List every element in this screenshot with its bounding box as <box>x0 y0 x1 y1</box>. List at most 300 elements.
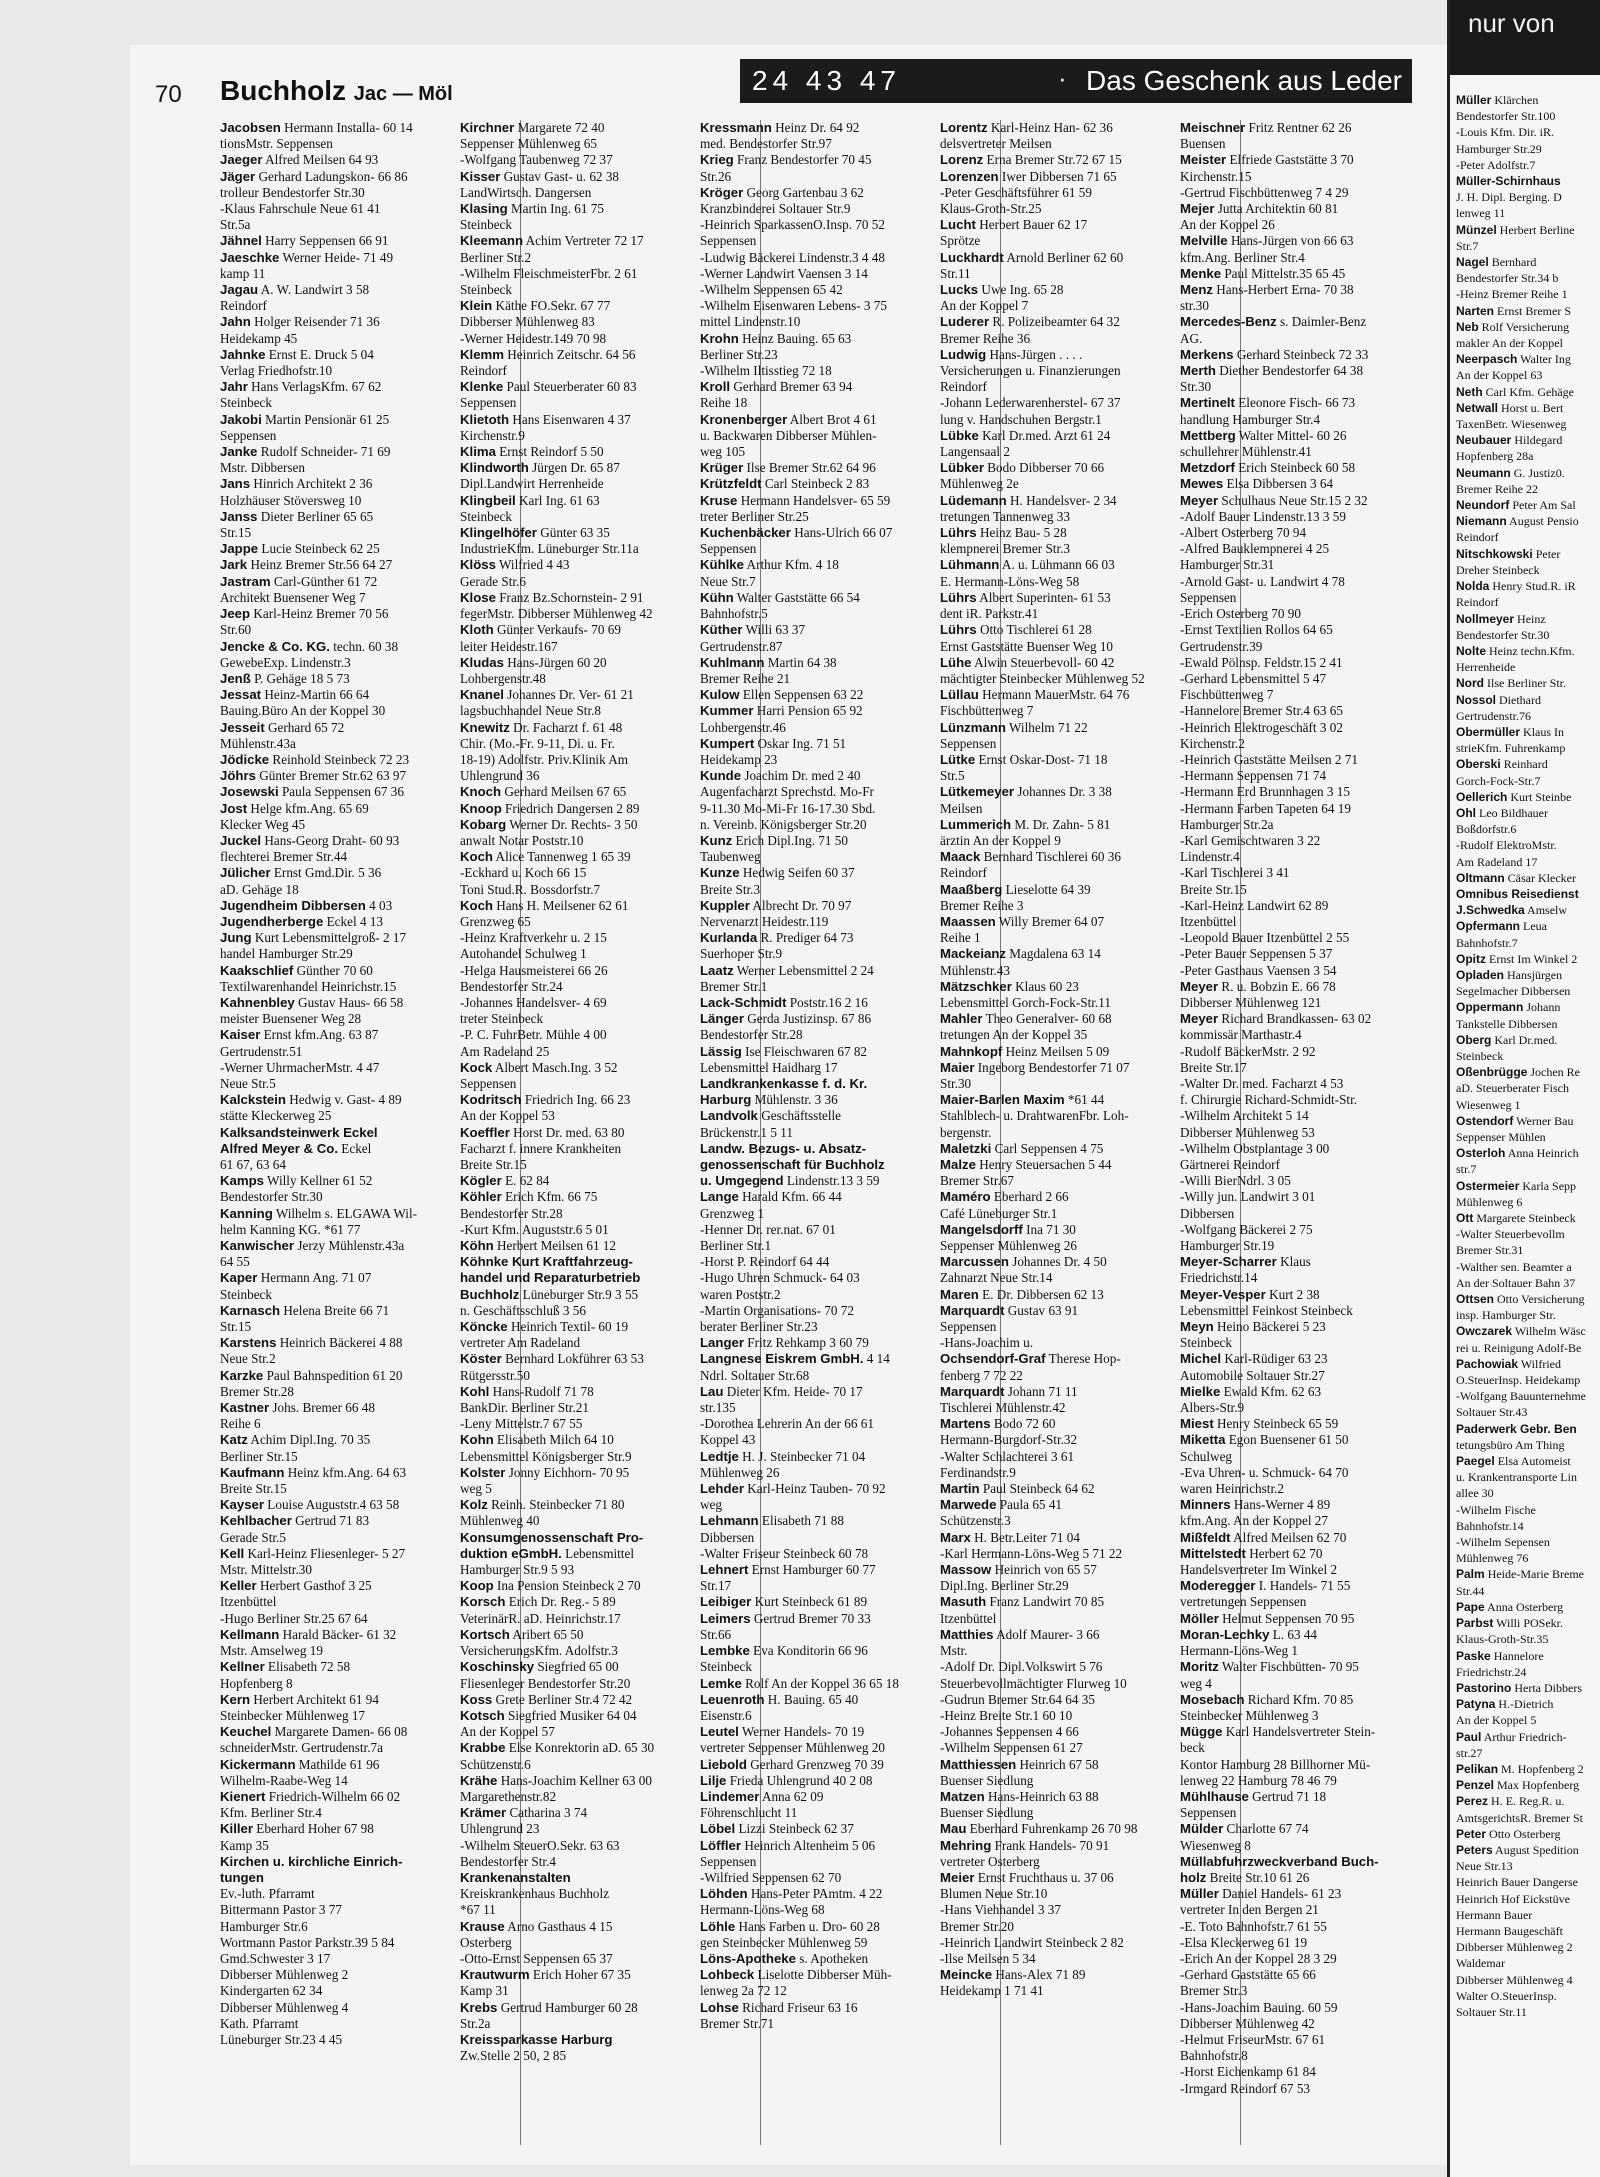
entry-details: Neue Str.7 <box>700 573 756 589</box>
entry-name: Lau <box>700 1383 724 1399</box>
entry-name: Paegel <box>1456 1454 1495 1469</box>
entry-details: lenweg 11 <box>1456 206 1506 221</box>
directory-entry <box>1456 108 1600 124</box>
directory-entry <box>1456 1485 1600 1501</box>
directory-entry <box>1180 233 1480 249</box>
entry-details: Erich Steinbeck 60 58 <box>1238 460 1356 476</box>
directory-entry <box>1456 1210 1600 1226</box>
entry-name: Lorenz <box>940 152 984 168</box>
entry-details: Karl-Heinz Fliesenleger- 5 27 <box>247 1545 406 1561</box>
entry-details: Steinbeck <box>1180 1335 1233 1351</box>
entry-details: Reindorf <box>940 865 987 881</box>
entry-details: Jürgen Dr. 65 87 <box>532 460 620 476</box>
directory-entry <box>1180 525 1480 541</box>
entry-name: Kühn <box>700 589 734 605</box>
entry-details: Else Konrektorin aD. 65 30 <box>508 1740 655 1756</box>
entry-details: -Rudolf ElektroMstr. <box>1456 838 1557 853</box>
entry-details: Lebensmittel Feinkost Steinbeck <box>1180 1302 1353 1318</box>
entry-name: Mätzschker <box>940 978 1012 994</box>
entry-details: Bremer Str.71 <box>700 2015 774 2031</box>
ad-separator: · <box>1058 63 1067 93</box>
entry-name: Mercedes-Benz <box>1180 314 1277 330</box>
entry-details: Karl Ing. 61 63 <box>518 492 600 508</box>
entry-details: techn. 60 38 <box>333 638 399 654</box>
entry-name: Kock <box>460 1059 493 1075</box>
directory-entry <box>1456 1145 1600 1161</box>
entry-name: Jöhrs <box>220 768 256 784</box>
entry-name: Maméro <box>940 1189 991 1205</box>
directory-entry <box>1456 1388 1600 1404</box>
entry-name: Miketta <box>1180 1432 1226 1448</box>
entry-details: Mühlenweg 40 <box>460 1513 540 1529</box>
entry-name: Lilje <box>700 1772 727 1788</box>
entry-details: n. Vereinb. Königsberger Str.20 <box>700 816 867 832</box>
entry-details: Gertrud Bremer 70 33 <box>753 1610 871 1626</box>
entry-details: Eisenstr.6 <box>700 1707 752 1723</box>
entry-details: n. Geschäftsschluß 3 56 <box>460 1302 586 1318</box>
directory-entry <box>1180 1303 1480 1319</box>
entry-details: Str.11 <box>940 265 971 281</box>
entry-name: Peters <box>1456 1842 1493 1857</box>
entry-details: Franz Bz.Schornstein- 2 91 <box>499 589 644 605</box>
entry-name: Löhden <box>700 1886 748 1902</box>
entry-details: Hermann Ang. 71 07 <box>260 1270 372 1286</box>
directory-entry <box>1456 351 1600 367</box>
directory-entry <box>1180 865 1480 881</box>
entry-details: Bendestorfer Str.100 <box>1456 109 1556 124</box>
entry-details: An der Koppel 5 <box>1456 1713 1537 1728</box>
entry-details: Werner Dr. Rechts- 3 50 <box>509 816 638 832</box>
entry-name: Landvolk <box>700 1108 758 1124</box>
entry-details: -Heinz Bremer Reihe 1 <box>1456 287 1568 302</box>
entry-details: Hans-Herbert Erna- 70 38 <box>1216 282 1354 298</box>
entry-name: Kögler <box>460 1173 502 1189</box>
entry-details: Frieda Uhlengrund 40 2 08 <box>729 1772 873 1788</box>
entry-details: Grete Berliner Str.4 72 42 <box>495 1691 633 1707</box>
directory-entry <box>1456 708 1600 724</box>
entry-details: flechterei Bremer Str.44 <box>220 849 348 865</box>
entry-details: Werner Handels- 70 19 <box>741 1724 865 1740</box>
directory-entry <box>1456 481 1600 497</box>
entry-name: Liebold <box>700 1756 747 1772</box>
entry-details: Str.7 <box>1456 238 1479 253</box>
entry-details: Gerda Justizinsp. 67 86 <box>747 1011 872 1027</box>
entry-details: vertreter In den Bergen 21 <box>1180 1902 1319 1918</box>
entry-name: Maletzki <box>940 1140 992 1156</box>
entry-name: Klindworth <box>460 460 529 476</box>
entry-details: -Heinrich Landwirt Steinbeck 2 82 <box>940 1934 1124 1950</box>
entry-name: Kaakschlief <box>220 962 294 978</box>
entry-name: Lehnert <box>700 1562 749 1578</box>
entry-details: -Alfred Bauklempnerei 4 25 <box>1180 541 1330 557</box>
entry-name: Karstens <box>220 1335 277 1351</box>
entry-details: Johs. Bremer 66 48 <box>272 1400 375 1416</box>
entry-name: Lehder <box>700 1481 744 1497</box>
directory-entry <box>1180 2081 1480 2097</box>
directory-entry <box>1180 1578 1480 1594</box>
entry-details: Leua <box>1523 919 1547 934</box>
entry-details: -Heinrich Elektrogeschäft 3 02 <box>1180 719 1343 735</box>
entry-details: Peter Am Sal <box>1512 498 1576 513</box>
entry-details: Str.66 <box>700 1626 732 1642</box>
entry-details: Dibberser Mühlenweg 83 <box>460 314 595 330</box>
entry-details: Ewald Kfm. 62 63 <box>1223 1383 1322 1399</box>
entry-name: Köhnke Kurt Kraftfahrzeug- <box>460 1254 633 1270</box>
entry-name: Leimers <box>700 1610 751 1626</box>
entry-details: Adolf Maurer- 3 66 <box>996 1626 1100 1642</box>
entry-details: Harald Bäcker- 61 32 <box>282 1626 397 1642</box>
entry-details: Lebensmittel Königsberger Str.9 <box>460 1448 632 1464</box>
entry-details: Café Lüneburger Str.1 <box>940 1205 1058 1221</box>
entry-details: Gerhard Grenzweg 70 39 <box>750 1756 884 1772</box>
entry-details: Hamburger Str.2a <box>1180 816 1274 832</box>
entry-name: Köhn <box>460 1238 494 1254</box>
entry-details: Jochen Re <box>1530 1065 1580 1080</box>
entry-details: Dreher Steinbeck <box>1456 562 1540 577</box>
entry-details: Heinz <box>1517 611 1546 626</box>
entry-name: Owczarek <box>1456 1324 1513 1339</box>
entry-details: waren Poststr.2 <box>700 1286 781 1302</box>
directory-entry <box>1180 655 1480 671</box>
entry-details: Johann 71 11 <box>1007 1383 1078 1399</box>
entry-details: Seppenser Mühlenweg 65 <box>460 136 597 152</box>
entry-name: Kamps <box>220 1173 264 1189</box>
entry-name: Jagau <box>220 282 259 298</box>
entry-name: Ludwig <box>940 346 987 362</box>
entry-name: Kellner <box>220 1659 265 1675</box>
entry-name: Patyna <box>1456 1697 1496 1712</box>
entry-details: Werner Lebensmittel 2 24 <box>736 962 874 978</box>
directory-entry <box>1180 1384 1480 1400</box>
entry-details: Martin Pensionär 61 25 <box>265 411 390 427</box>
directory-entry <box>1456 1583 1600 1599</box>
entry-details: strieKfm. Fuhrenkamp <box>1456 741 1566 756</box>
entry-details: Elisabeth Milch 64 10 <box>497 1432 614 1448</box>
entry-details: -Werner Heidestr.149 70 98 <box>460 330 607 346</box>
entry-name: Lüdemann <box>940 492 1007 508</box>
entry-name: Jencke & Co. KG. <box>220 638 330 654</box>
entry-details: Berliner Str.15 <box>220 1448 298 1464</box>
entry-name: Klingbeil <box>460 492 516 508</box>
entry-details: Albers-Str.9 <box>1180 1400 1245 1416</box>
entry-name: Pape <box>1456 1599 1485 1614</box>
entry-details: Käthe FO.Sekr. 67 77 <box>495 298 611 314</box>
entry-details: -Heinz Breite Str.1 60 10 <box>940 1707 1073 1723</box>
entry-details: s. Apotheken <box>799 1950 869 1966</box>
entry-details: Str.5 <box>940 768 965 784</box>
directory-entry <box>1180 622 1480 638</box>
directory-entry <box>1456 1712 1600 1728</box>
entry-name: Marx <box>940 1529 971 1545</box>
directory-entry <box>1180 720 1480 736</box>
directory-entry <box>1456 627 1600 643</box>
entry-details: -Peter Bauer Seppensen 5 37 <box>1180 946 1333 962</box>
entry-details: Alfred Meilsen 64 93 <box>265 152 379 168</box>
entry-details: Ina Pension Steinbeck 2 70 <box>497 1578 641 1594</box>
entry-details: Bremer Reihe 36 <box>940 330 1031 346</box>
entry-details: Zw.Stelle 2 50, 2 85 <box>460 2048 567 2064</box>
directory-entry <box>1180 2048 1480 2064</box>
entry-details: Dibberser Mühlenweg 53 <box>1180 1124 1315 1140</box>
entry-details: klempnerei Bremer Str.3 <box>940 541 1071 557</box>
directory-entry <box>1456 124 1600 140</box>
entry-details: Str.30 <box>1180 379 1212 395</box>
entry-details: stätte Kleckerweg 25 <box>220 1108 332 1124</box>
directory-entry <box>1180 460 1480 476</box>
entry-details: anwalt Notar Poststr.10 <box>460 832 584 848</box>
directory-entry <box>1180 687 1480 703</box>
entry-details: Seppenser Mühlen <box>1456 1130 1546 1144</box>
directory-entry <box>1180 1206 1480 1222</box>
entry-details: Kontor Hamburg 28 Billhorner Mü- <box>1180 1756 1371 1772</box>
entry-details: Seppensen <box>1180 1805 1237 1821</box>
entry-details: Lindenstr.13 3 59 <box>786 1173 880 1189</box>
entry-details: -Karl Tischlerei 3 41 <box>1180 865 1290 881</box>
entry-details: -Gerhard Lebensmittel 5 47 <box>1180 670 1327 686</box>
entry-details: Therese Hop- <box>1048 1351 1121 1367</box>
entry-details: Gustav 63 91 <box>1007 1302 1079 1318</box>
entry-details: Str.26 <box>700 168 732 184</box>
entry-name: Pastorino <box>1456 1680 1512 1695</box>
entry-details: Mühlenweg 2e <box>940 476 1019 492</box>
entry-name: Osterloh <box>1456 1146 1506 1161</box>
entry-details: -Gerhard Gaststätte 65 66 <box>1180 1967 1316 1983</box>
entry-details: GewebeExp. Lindenstr.3 <box>220 654 351 670</box>
entry-details: Liselotte Dibberser Müh- <box>757 1967 892 1983</box>
entry-details: Willy Kellner 61 52 <box>267 1173 373 1189</box>
entry-details: Heinz-Martin 66 64 <box>264 687 370 703</box>
entry-details: Osterberg <box>460 1934 512 1950</box>
entry-details: treter Steinbeck <box>460 1011 544 1027</box>
entry-details: Ise Fleischwaren 67 82 <box>745 1043 868 1059</box>
directory-entry <box>1180 347 1480 363</box>
entry-name: Michel <box>1180 1351 1222 1367</box>
entry-name: Klöss <box>460 557 496 573</box>
directory-entry <box>1180 1789 1480 1805</box>
entry-details: Seppensen <box>700 233 757 249</box>
entry-details: Autohandel Schulweg 1 <box>460 946 587 962</box>
entry-name: Ostermeier <box>1456 1178 1520 1193</box>
entry-details: Lohbergenstr.48 <box>460 670 546 686</box>
entry-details: Eberhard Fuhrenkamp 26 70 98 <box>969 1821 1138 1837</box>
entry-details: Hans-Georg Draht- 60 93 <box>264 832 400 848</box>
entry-details: Helmut Seppensen 70 95 <box>1222 1610 1355 1626</box>
entry-details: Poststr.16 2 16 <box>789 994 868 1010</box>
entry-details: Hans-Rudolf 71 78 <box>492 1383 594 1399</box>
entry-name: Mau <box>940 1821 967 1837</box>
directory-entry <box>1180 1627 1480 1643</box>
entry-details: Heide-Marie Breme <box>1487 1567 1584 1582</box>
entry-name: Kahnenbley <box>220 994 295 1010</box>
entry-name: Niemann <box>1456 514 1507 529</box>
directory-entry <box>1180 493 1480 509</box>
directory-entry <box>1456 1810 1600 1826</box>
entry-details: -Wilfried Seppensen 62 70 <box>700 1869 842 1885</box>
entry-name: Jark <box>220 557 248 573</box>
entry-details: -Hermann Erd Brunnhagen 3 15 <box>1180 784 1350 800</box>
entry-details: Dibberser Mühlenweg 42 <box>1180 2015 1315 2031</box>
entry-name: Opladen <box>1456 967 1505 982</box>
entry-details: Hans-Peter PAmtm. 4 22 <box>750 1886 883 1902</box>
directory-entry <box>1456 1566 1600 1582</box>
entry-details: Elsa Automeist <box>1497 1454 1571 1469</box>
entry-details: Günter Verkaufs- 70 69 <box>497 622 621 638</box>
entry-details: Diethard <box>1499 692 1541 707</box>
entry-name: Lack-Schmidt <box>700 994 787 1010</box>
entry-details: Gärtnerei Reindorf <box>1180 1157 1280 1172</box>
entry-details: Ilse Bremer Str.62 64 96 <box>746 460 876 476</box>
entry-details: Karl-Heinz Tauben- 70 92 <box>747 1481 886 1497</box>
entry-details: Mühlenstr.43 <box>940 962 1010 978</box>
entry-name: Palm <box>1456 1567 1485 1582</box>
entry-name: Kroll <box>700 379 731 395</box>
directory-entry <box>1456 1761 1600 1777</box>
directory-entry <box>1180 882 1480 898</box>
directory-columns <box>220 120 1420 2145</box>
entry-details: Jerzy Mühlenstr.43a <box>297 1238 405 1254</box>
entry-details: Rütgersstr.50 <box>460 1367 530 1383</box>
directory-entry <box>1180 1676 1480 1692</box>
entry-name: Marcussen <box>940 1254 1009 1270</box>
entry-details: -Wilhelm Seppensen 61 27 <box>940 1740 1083 1756</box>
entry-details: Lüneburger Str.23 4 45 <box>220 2031 343 2047</box>
entry-details: Oskar Ing. 71 51 <box>757 735 847 751</box>
entry-name: Krautwurm <box>460 1967 530 1983</box>
entry-name: Nagel <box>1456 255 1489 270</box>
entry-name: Mejer <box>1180 201 1215 217</box>
entry-name: Kalckstein <box>220 1092 286 1108</box>
entry-details: Mühlenstr.43a <box>220 735 296 751</box>
entry-details: Fliesenleger Bendestorfer Str.20 <box>460 1675 631 1691</box>
entry-details: -Leopold Bauer Itzenbüttel 2 55 <box>1180 930 1350 946</box>
entry-details: M. Hopfenberg 2 <box>1501 1761 1584 1776</box>
entry-name: Koss <box>460 1691 493 1707</box>
entry-details: Taubenweg <box>700 849 761 865</box>
entry-details: -Wilhelm SteuerO.Sekr. 63 63 <box>460 1837 620 1853</box>
entry-name: Kickermann <box>220 1756 296 1772</box>
entry-details: Willy Bremer 64 07 <box>998 913 1105 929</box>
entry-details: Ernst Fruchthaus u. 37 06 <box>977 1869 1114 1885</box>
entry-name: Mahler <box>940 1011 983 1027</box>
entry-details: Seppensen <box>460 395 517 411</box>
entry-name: Kienert <box>220 1788 266 1804</box>
entry-details: E. Hermann-Löns-Weg 58 <box>940 573 1080 589</box>
entry-name: Löhle <box>700 1918 736 1934</box>
entry-name: Ostendorf <box>1456 1113 1514 1128</box>
entry-details: Seppensen <box>700 541 757 557</box>
entry-details: Bahnhofstr.8 <box>1180 2048 1248 2064</box>
entry-name: Kleemann <box>460 233 524 249</box>
directory-entry <box>1180 1141 1480 1157</box>
entry-details: leiter Heidestr.167 <box>460 638 558 654</box>
directory-entry <box>1456 578 1600 594</box>
entry-details: Reihe 1 <box>940 930 981 946</box>
directory-entry <box>1180 1643 1480 1659</box>
entry-details: Charlotte 67 74 <box>1226 1821 1309 1837</box>
entry-details: Boßdorfstr.6 <box>1456 822 1517 837</box>
directory-entry <box>1180 1157 1480 1173</box>
entry-details: Günther 70 60 <box>296 962 373 978</box>
directory-entry <box>1456 854 1600 870</box>
entry-details: A. u. Lühmann 66 03 <box>1001 557 1115 573</box>
directory-entry <box>1180 833 1480 849</box>
entry-name: Marquardt <box>940 1302 1005 1318</box>
directory-entry <box>1456 773 1600 789</box>
entry-name: Kirchen u. kirchliche Einrich- <box>220 1853 403 1869</box>
entry-name: Kruse <box>700 492 738 508</box>
entry-name: Paul <box>1456 1729 1482 1744</box>
entry-details: Automobile Soltauer Str.27 <box>1180 1367 1325 1383</box>
entry-name: Kunz <box>700 832 733 848</box>
entry-details: Hermann-Burgdorf-Str.32 <box>940 1432 1078 1448</box>
entry-details: Neue Str.2 <box>220 1351 276 1367</box>
entry-details: Eckel <box>341 1140 372 1156</box>
entry-details: aD. Gehäge 18 <box>220 881 299 897</box>
directory-entry <box>1180 1951 1480 1967</box>
entry-details: -Rudolf BäckerMstr. 2 92 <box>1180 1043 1316 1059</box>
entry-name: Koeffler <box>460 1124 510 1140</box>
entry-name: Janke <box>220 444 258 460</box>
directory-entry <box>1456 1194 1600 1210</box>
directory-entry <box>1180 136 1480 152</box>
directory-entry <box>1180 1060 1480 1076</box>
entry-name: Kanning <box>220 1205 273 1221</box>
entry-details: Richard Friseur 63 16 <box>742 1999 858 2015</box>
directory-entry <box>1180 1497 1480 1513</box>
directory-entry <box>1456 870 1600 886</box>
entry-details: Albert Superinten- 61 53 <box>979 589 1111 605</box>
directory-entry <box>1456 1356 1600 1372</box>
entry-name: Mangelsdorff <box>940 1221 1023 1237</box>
entry-details: An der Koppel 53 <box>460 1108 555 1124</box>
entry-details: Mühlenweg 76 <box>1456 1551 1529 1566</box>
entry-details: -Otto-Ernst Seppensen 65 37 <box>460 1950 613 1966</box>
entry-details: Heinz Bauing. 65 63 <box>742 330 852 346</box>
directory-entry <box>1180 1270 1480 1286</box>
entry-details: Breite Str.15 <box>460 1157 527 1172</box>
entry-details: Grenzweg 1 <box>700 1205 765 1221</box>
entry-name: Oellerich <box>1456 789 1508 804</box>
directory-entry <box>1456 335 1600 351</box>
entry-name: Maier <box>940 1059 975 1075</box>
directory-entry <box>1180 428 1480 444</box>
entry-details: Ernst Hamburger 60 77 <box>751 1562 876 1578</box>
entry-name: Nitschkowski <box>1456 546 1533 561</box>
entry-details: -Henner Dr. rer.nat. 67 01 <box>700 1221 836 1237</box>
entry-details: Frank Handels- 70 91 <box>994 1837 1110 1853</box>
entry-name: Jastram <box>220 573 271 589</box>
entry-details: Bahnhofstr.5 <box>700 606 768 622</box>
entry-details: Kurt Lebensmittelgroß- 2 17 <box>254 930 407 946</box>
entry-details: An der Soltauer Bahn 37 <box>1456 1275 1576 1290</box>
entry-name: Kuchenbäcker <box>700 525 791 541</box>
entry-details: Franz Landwirt 70 85 <box>989 1594 1105 1610</box>
entry-details: Magdalena 63 14 <box>1009 946 1101 962</box>
entry-details: Gustav Haus- 66 58 <box>298 994 404 1010</box>
directory-entry <box>1180 1011 1480 1027</box>
entry-details: H. E. Reg.R. u. <box>1491 1794 1565 1809</box>
entry-details: Wortmann Pastor Parkstr.39 5 84 <box>220 1934 395 1950</box>
entry-details: Ernst E. Druck 5 04 <box>268 346 374 362</box>
entry-details: Fritz Rehkamp 3 60 79 <box>747 1335 869 1351</box>
directory-entry <box>1180 752 1480 768</box>
entry-name: Krüger <box>700 460 744 476</box>
entry-details: Mstr. Mittelstr.30 <box>220 1562 312 1578</box>
directory-entry <box>1456 1161 1600 1177</box>
entry-details: str.27 <box>1456 1745 1483 1760</box>
entry-name: Lübker <box>940 460 984 476</box>
entry-details: Friedrich Dangersen 2 89 <box>505 800 640 816</box>
